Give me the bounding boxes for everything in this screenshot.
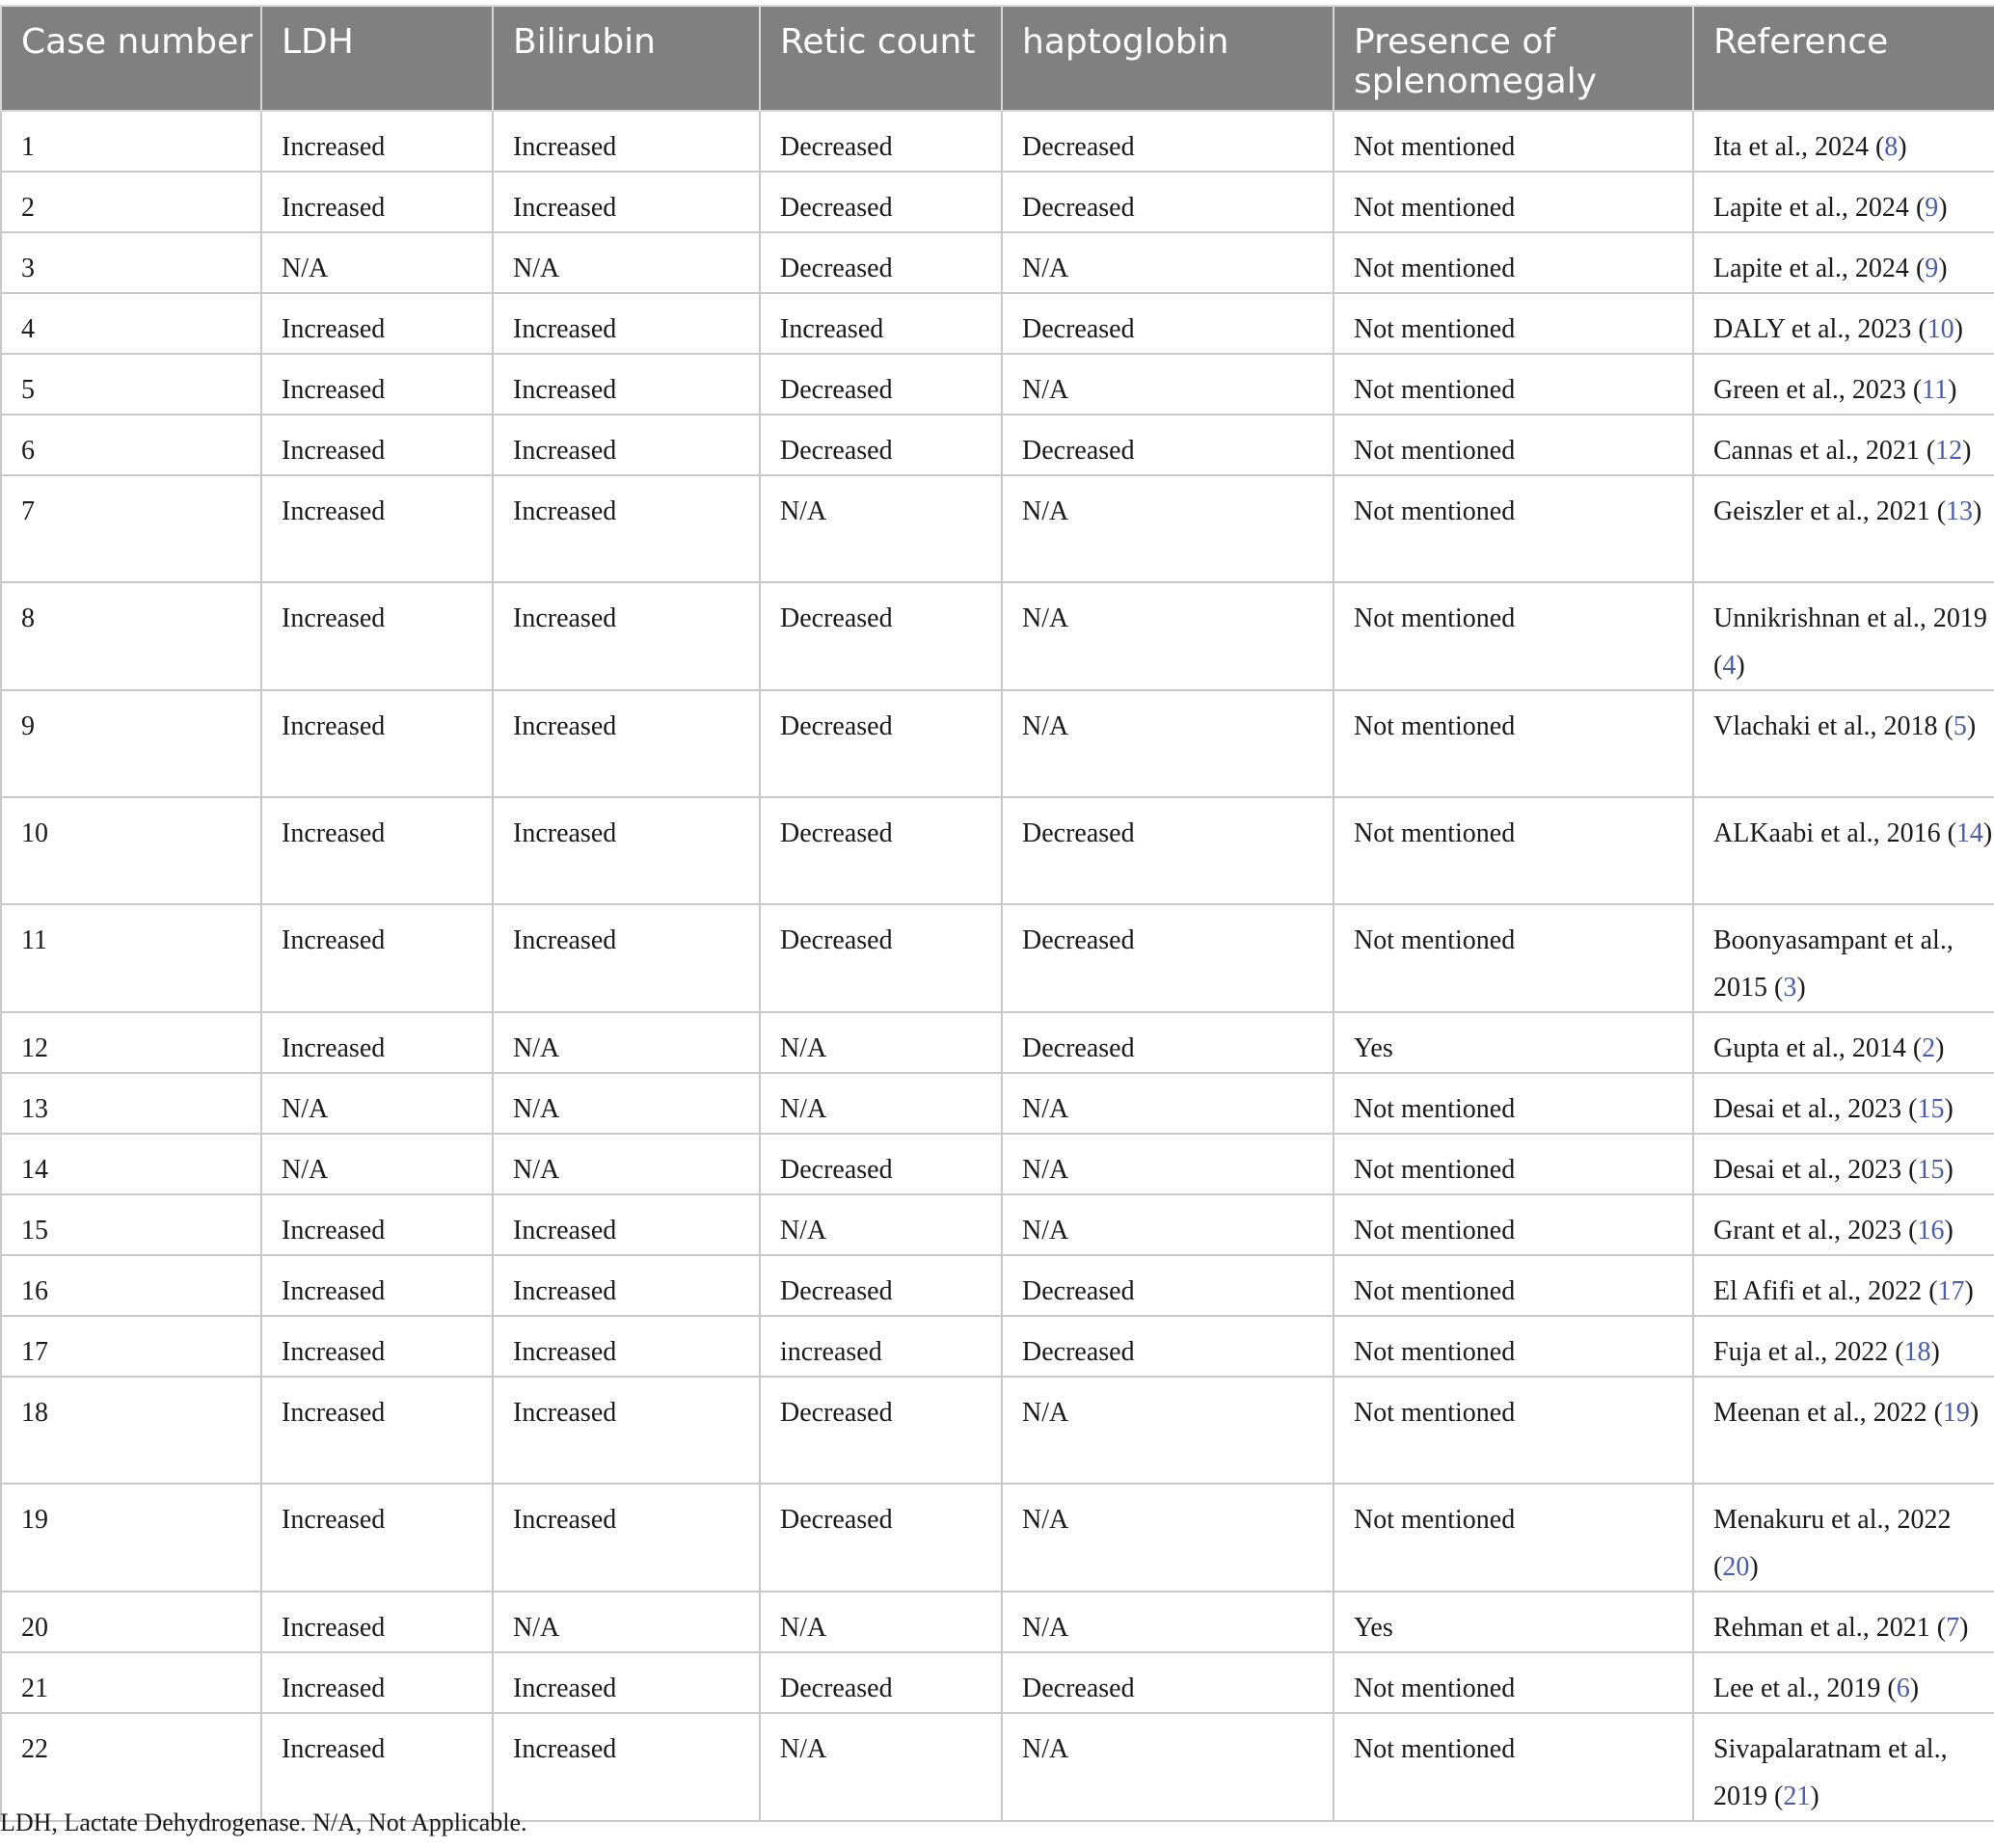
reference-text: Lee et al., 2019 [1713, 1674, 1881, 1703]
cell-haptoglobin: Decreased [1002, 1316, 1334, 1377]
cell-case-number: 12 [1, 1012, 261, 1073]
reference-text: Rehman et al., 2021 [1713, 1613, 1930, 1643]
cell-bilirubin: Increased [493, 111, 760, 172]
cell-ldh: Increased [261, 1255, 493, 1316]
cell-reference: El Afifi et al., 2022 (17) [1693, 1255, 1994, 1316]
cell-ldh: Increased [261, 797, 493, 904]
reference-text: Meenan et al., 2022 [1713, 1398, 1927, 1428]
reference-text: El Afifi et al., 2022 [1713, 1276, 1923, 1306]
table-row [1, 1073, 1994, 1134]
reference-text: Cannas et al., 2021 [1713, 436, 1920, 466]
cell-splenomegaly: Not mentioned [1334, 904, 1693, 1012]
cell-case-number: 11 [1, 904, 261, 1012]
citation-link[interactable]: 9 [1925, 193, 1939, 223]
cell-haptoglobin: N/A [1002, 475, 1334, 582]
cell-haptoglobin: N/A [1002, 1194, 1334, 1255]
cell-splenomegaly: Yes [1334, 1012, 1693, 1073]
table-row [1, 1316, 1994, 1377]
table-row [1, 1255, 1994, 1316]
cell-retic-count: N/A [760, 475, 1002, 582]
reference-text: Fuja et al., 2022 [1713, 1337, 1889, 1367]
reference-text: Geiszler et al., 2021 [1713, 496, 1930, 526]
reference-text: Grant et al., 2023 [1713, 1216, 1902, 1245]
reference-text: Lapite et al., 2024 [1713, 193, 1909, 223]
cell-reference: Menakuru et al., 2022 (20) [1693, 1484, 1994, 1592]
cell-case-number: 4 [1, 293, 261, 354]
cell-splenomegaly: Not mentioned [1334, 1713, 1693, 1821]
cell-haptoglobin: N/A [1002, 1073, 1334, 1134]
cell-retic-count: Decreased [760, 111, 1002, 172]
cell-case-number: 16 [1, 1255, 261, 1316]
cell-retic-count: Decreased [760, 415, 1002, 475]
cell-haptoglobin: N/A [1002, 232, 1334, 293]
cell-splenomegaly: Not mentioned [1334, 415, 1693, 475]
cell-haptoglobin: Decreased [1002, 1652, 1334, 1713]
cell-bilirubin: Increased [493, 1194, 760, 1255]
cell-haptoglobin: N/A [1002, 1713, 1334, 1821]
cell-splenomegaly: Not mentioned [1334, 582, 1693, 690]
cell-ldh: N/A [261, 1073, 493, 1134]
citation-link[interactable]: 20 [1722, 1552, 1750, 1582]
table-row [1, 111, 1994, 172]
cell-splenomegaly: Not mentioned [1334, 111, 1693, 172]
cell-splenomegaly: Yes [1334, 1592, 1693, 1652]
citation-link[interactable]: 15 [1917, 1094, 1945, 1124]
cell-haptoglobin: N/A [1002, 1377, 1334, 1484]
cell-case-number: 20 [1, 1592, 261, 1652]
cell-ldh: Increased [261, 1377, 493, 1484]
cell-haptoglobin: N/A [1002, 1592, 1334, 1652]
cell-bilirubin: Increased [493, 582, 760, 690]
reference-text: Boonyasampant et al., 2015 [1713, 925, 1954, 1003]
cell-ldh: Increased [261, 111, 493, 172]
cell-case-number: 17 [1, 1316, 261, 1377]
cell-reference: Grant et al., 2023 (16) [1693, 1194, 1994, 1255]
cell-case-number: 1 [1, 111, 261, 172]
citation-link[interactable]: 19 [1942, 1398, 1970, 1428]
cell-bilirubin: Increased [493, 415, 760, 475]
header-ldh: LDH [261, 6, 493, 111]
cell-retic-count: Decreased [760, 690, 1002, 797]
reference-text: Ita et al., 2024 [1713, 132, 1869, 162]
cell-ldh: Increased [261, 475, 493, 582]
cell-bilirubin: N/A [493, 1134, 760, 1194]
citation-link[interactable]: 5 [1953, 711, 1967, 741]
table-row [1, 1592, 1994, 1652]
data-table [0, 5, 1994, 1822]
cell-reference: Sivapalaratnam et al., 2019 (21) [1693, 1713, 1994, 1821]
cell-ldh: Increased [261, 1012, 493, 1073]
cell-ldh: N/A [261, 1134, 493, 1194]
citation-link[interactable]: 6 [1896, 1674, 1910, 1703]
cell-reference: Green et al., 2023 (11) [1693, 354, 1994, 415]
cell-retic-count: Decreased [760, 1134, 1002, 1194]
table-row [1, 690, 1994, 797]
reference-text: Menakuru et al., 2022 [1713, 1505, 1952, 1535]
cell-reference: Unnikrishnan et al., 2019 (4) [1693, 582, 1994, 690]
cell-splenomegaly: Not mentioned [1334, 1316, 1693, 1377]
cell-haptoglobin: N/A [1002, 690, 1334, 797]
citation-link[interactable]: 18 [1903, 1337, 1931, 1367]
cell-splenomegaly: Not mentioned [1334, 1194, 1693, 1255]
table-row [1, 172, 1994, 232]
cell-ldh: Increased [261, 582, 493, 690]
header-retic-count: Retic count [760, 6, 1002, 111]
table-row [1, 293, 1994, 354]
cell-retic-count: Increased [760, 293, 1002, 354]
cell-haptoglobin: Decreased [1002, 797, 1334, 904]
table-row [1, 582, 1994, 690]
cell-ldh: Increased [261, 690, 493, 797]
cell-case-number: 22 [1, 1713, 261, 1821]
citation-link[interactable]: 3 [1783, 973, 1797, 1003]
cell-reference: Ita et al., 2024 (8) [1693, 111, 1994, 172]
citation-link[interactable]: 8 [1884, 132, 1899, 162]
cell-splenomegaly: Not mentioned [1334, 797, 1693, 904]
cell-haptoglobin: Decreased [1002, 111, 1334, 172]
cell-haptoglobin: Decreased [1002, 1255, 1334, 1316]
cell-case-number: 19 [1, 1484, 261, 1592]
cell-case-number: 14 [1, 1134, 261, 1194]
table-row [1, 1377, 1994, 1484]
citation-link[interactable]: 21 [1783, 1781, 1811, 1811]
cell-bilirubin: N/A [493, 1012, 760, 1073]
cell-reference: ALKaabi et al., 2016 (14) [1693, 797, 1994, 904]
cell-case-number: 5 [1, 354, 261, 415]
cell-retic-count: N/A [760, 1012, 1002, 1073]
cell-bilirubin: Increased [493, 1316, 760, 1377]
header-case-number: Case number [1, 6, 261, 111]
cell-bilirubin: Increased [493, 690, 760, 797]
cell-splenomegaly: Not mentioned [1334, 232, 1693, 293]
cell-reference: Fuja et al., 2022 (18) [1693, 1316, 1994, 1377]
cell-reference: Boonyasampant et al., 2015 (3) [1693, 904, 1994, 1012]
cell-splenomegaly: Not mentioned [1334, 690, 1693, 797]
cell-reference: Cannas et al., 2021 (12) [1693, 415, 1994, 475]
cell-ldh: Increased [261, 1484, 493, 1592]
table-row [1, 415, 1994, 475]
cell-reference: Vlachaki et al., 2018 (5) [1693, 690, 1994, 797]
cell-splenomegaly: Not mentioned [1334, 1484, 1693, 1592]
cell-case-number: 21 [1, 1652, 261, 1713]
cell-case-number: 2 [1, 172, 261, 232]
cell-retic-count: Decreased [760, 172, 1002, 232]
cell-case-number: 9 [1, 690, 261, 797]
cell-bilirubin: Increased [493, 904, 760, 1012]
cell-bilirubin: Increased [493, 797, 760, 904]
cell-bilirubin: Increased [493, 1652, 760, 1713]
cell-splenomegaly: Not mentioned [1334, 1134, 1693, 1194]
citation-link[interactable]: 15 [1917, 1155, 1945, 1185]
header-row [1, 6, 1994, 111]
footnote: LDH, Lactate Dehydrogenase. N/A, Not Applicable. [0, 1808, 527, 1836]
cell-bilirubin: Increased [493, 172, 760, 232]
cell-ldh: Increased [261, 904, 493, 1012]
cell-retic-count: Decreased [760, 354, 1002, 415]
reference-text: Sivapalaratnam et al., 2019 [1713, 1734, 1948, 1811]
cell-reference: Lapite et al., 2024 (9) [1693, 232, 1994, 293]
table-row [1, 1012, 1994, 1073]
cell-bilirubin: Increased [493, 1484, 760, 1592]
table-row [1, 354, 1994, 415]
cell-bilirubin: Increased [493, 1255, 760, 1316]
cell-bilirubin: N/A [493, 232, 760, 293]
cell-haptoglobin: N/A [1002, 1484, 1334, 1592]
cell-ldh: Increased [261, 415, 493, 475]
reference-text: Desai et al., 2023 [1713, 1155, 1902, 1185]
cell-haptoglobin: Decreased [1002, 293, 1334, 354]
cell-case-number: 3 [1, 232, 261, 293]
citation-link[interactable]: 17 [1937, 1276, 1965, 1306]
cell-ldh: Increased [261, 1713, 493, 1821]
cell-case-number: 7 [1, 475, 261, 582]
citation-link[interactable]: 16 [1917, 1216, 1945, 1245]
cell-splenomegaly: Not mentioned [1334, 172, 1693, 232]
reference-text: Unnikrishnan et al., 2019 [1713, 603, 1987, 633]
table-row [1, 232, 1994, 293]
table-row [1, 1134, 1994, 1194]
table-row [1, 1652, 1994, 1713]
cell-retic-count: N/A [760, 1592, 1002, 1652]
cell-ldh: Increased [261, 1592, 493, 1652]
table-row [1, 1713, 1994, 1821]
cell-reference: Desai et al., 2023 (15) [1693, 1134, 1994, 1194]
cell-ldh: Increased [261, 1194, 493, 1255]
cell-splenomegaly: Not mentioned [1334, 354, 1693, 415]
cell-case-number: 18 [1, 1377, 261, 1484]
cell-haptoglobin: Decreased [1002, 415, 1334, 475]
citation-link[interactable]: 4 [1722, 651, 1737, 681]
table-row [1, 1194, 1994, 1255]
cell-retic-count: Decreased [760, 1652, 1002, 1713]
cell-ldh: Increased [261, 1652, 493, 1713]
cell-ldh: Increased [261, 293, 493, 354]
reference-text: Vlachaki et al., 2018 [1713, 711, 1938, 741]
cell-retic-count: increased [760, 1316, 1002, 1377]
cell-retic-count: Decreased [760, 1255, 1002, 1316]
cell-retic-count: Decreased [760, 232, 1002, 293]
cell-splenomegaly: Not mentioned [1334, 1255, 1693, 1316]
cell-splenomegaly: Not mentioned [1334, 1652, 1693, 1713]
header-bilirubin: Bilirubin [493, 6, 760, 111]
cell-ldh: Increased [261, 354, 493, 415]
cell-bilirubin: Increased [493, 1377, 760, 1484]
citation-link[interactable]: 7 [1946, 1613, 1960, 1643]
table-row [1, 797, 1994, 904]
cell-case-number: 8 [1, 582, 261, 690]
reference-text: Gupta et al., 2014 [1713, 1033, 1906, 1063]
cell-case-number: 13 [1, 1073, 261, 1134]
citation-link[interactable]: 9 [1925, 254, 1939, 283]
cell-bilirubin: Increased [493, 354, 760, 415]
cell-retic-count: Decreased [760, 1377, 1002, 1484]
cell-haptoglobin: N/A [1002, 354, 1334, 415]
citation-link[interactable]: 11 [1922, 375, 1949, 405]
cell-case-number: 15 [1, 1194, 261, 1255]
header-reference: Reference [1693, 6, 1994, 111]
reference-text: Desai et al., 2023 [1713, 1094, 1902, 1124]
cell-case-number: 6 [1, 415, 261, 475]
cell-case-number: 10 [1, 797, 261, 904]
cell-bilirubin: Increased [493, 293, 760, 354]
cell-reference: Desai et al., 2023 (15) [1693, 1073, 1994, 1134]
cell-retic-count: Decreased [760, 904, 1002, 1012]
header-splenomegaly: Presence of splenomegaly [1334, 6, 1693, 111]
cell-reference: Geiszler et al., 2021 (13) [1693, 475, 1994, 582]
cell-splenomegaly: Not mentioned [1334, 1377, 1693, 1484]
cell-reference: Lee et al., 2019 (6) [1693, 1652, 1994, 1713]
header-haptoglobin: haptoglobin [1002, 6, 1334, 111]
cell-haptoglobin: Decreased [1002, 172, 1334, 232]
cell-retic-count: Decreased [760, 1484, 1002, 1592]
cell-splenomegaly: Not mentioned [1334, 475, 1693, 582]
reference-text: ALKaabi et al., 2016 [1713, 818, 1941, 848]
citation-link[interactable]: 10 [1927, 314, 1954, 344]
citation-link[interactable]: 2 [1922, 1033, 1936, 1063]
cell-haptoglobin: N/A [1002, 1134, 1334, 1194]
citation-link[interactable]: 13 [1946, 496, 1974, 526]
cell-bilirubin: N/A [493, 1592, 760, 1652]
cell-reference: DALY et al., 2023 (10) [1693, 293, 1994, 354]
cell-haptoglobin: N/A [1002, 582, 1334, 690]
cell-splenomegaly: Not mentioned [1334, 293, 1693, 354]
citation-link[interactable]: 14 [1955, 818, 1983, 848]
cell-retic-count: N/A [760, 1713, 1002, 1821]
cell-reference: Meenan et al., 2022 (19) [1693, 1377, 1994, 1484]
cell-ldh: Increased [261, 1316, 493, 1377]
table-row [1, 904, 1994, 1012]
cell-bilirubin: N/A [493, 1073, 760, 1134]
cell-reference: Gupta et al., 2014 (2) [1693, 1012, 1994, 1073]
cell-ldh: N/A [261, 232, 493, 293]
cell-haptoglobin: Decreased [1002, 1012, 1334, 1073]
reference-text: DALY et al., 2023 [1713, 314, 1912, 344]
cell-splenomegaly: Not mentioned [1334, 1073, 1693, 1134]
cell-ldh: Increased [261, 172, 493, 232]
cell-retic-count: N/A [760, 1073, 1002, 1134]
cell-bilirubin: Increased [493, 475, 760, 582]
cell-bilirubin: Increased [493, 1713, 760, 1821]
reference-text: Lapite et al., 2024 [1713, 254, 1909, 283]
citation-link[interactable]: 12 [1935, 436, 1963, 466]
cell-reference: Lapite et al., 2024 (9) [1693, 172, 1994, 232]
cell-retic-count: Decreased [760, 582, 1002, 690]
table-row [1, 1484, 1994, 1592]
cell-retic-count: N/A [760, 1194, 1002, 1255]
cell-retic-count: Decreased [760, 797, 1002, 904]
cell-haptoglobin: Decreased [1002, 904, 1334, 1012]
table-row [1, 475, 1994, 582]
cell-reference: Rehman et al., 2021 (7) [1693, 1592, 1994, 1652]
reference-text: Green et al., 2023 [1713, 375, 1906, 405]
